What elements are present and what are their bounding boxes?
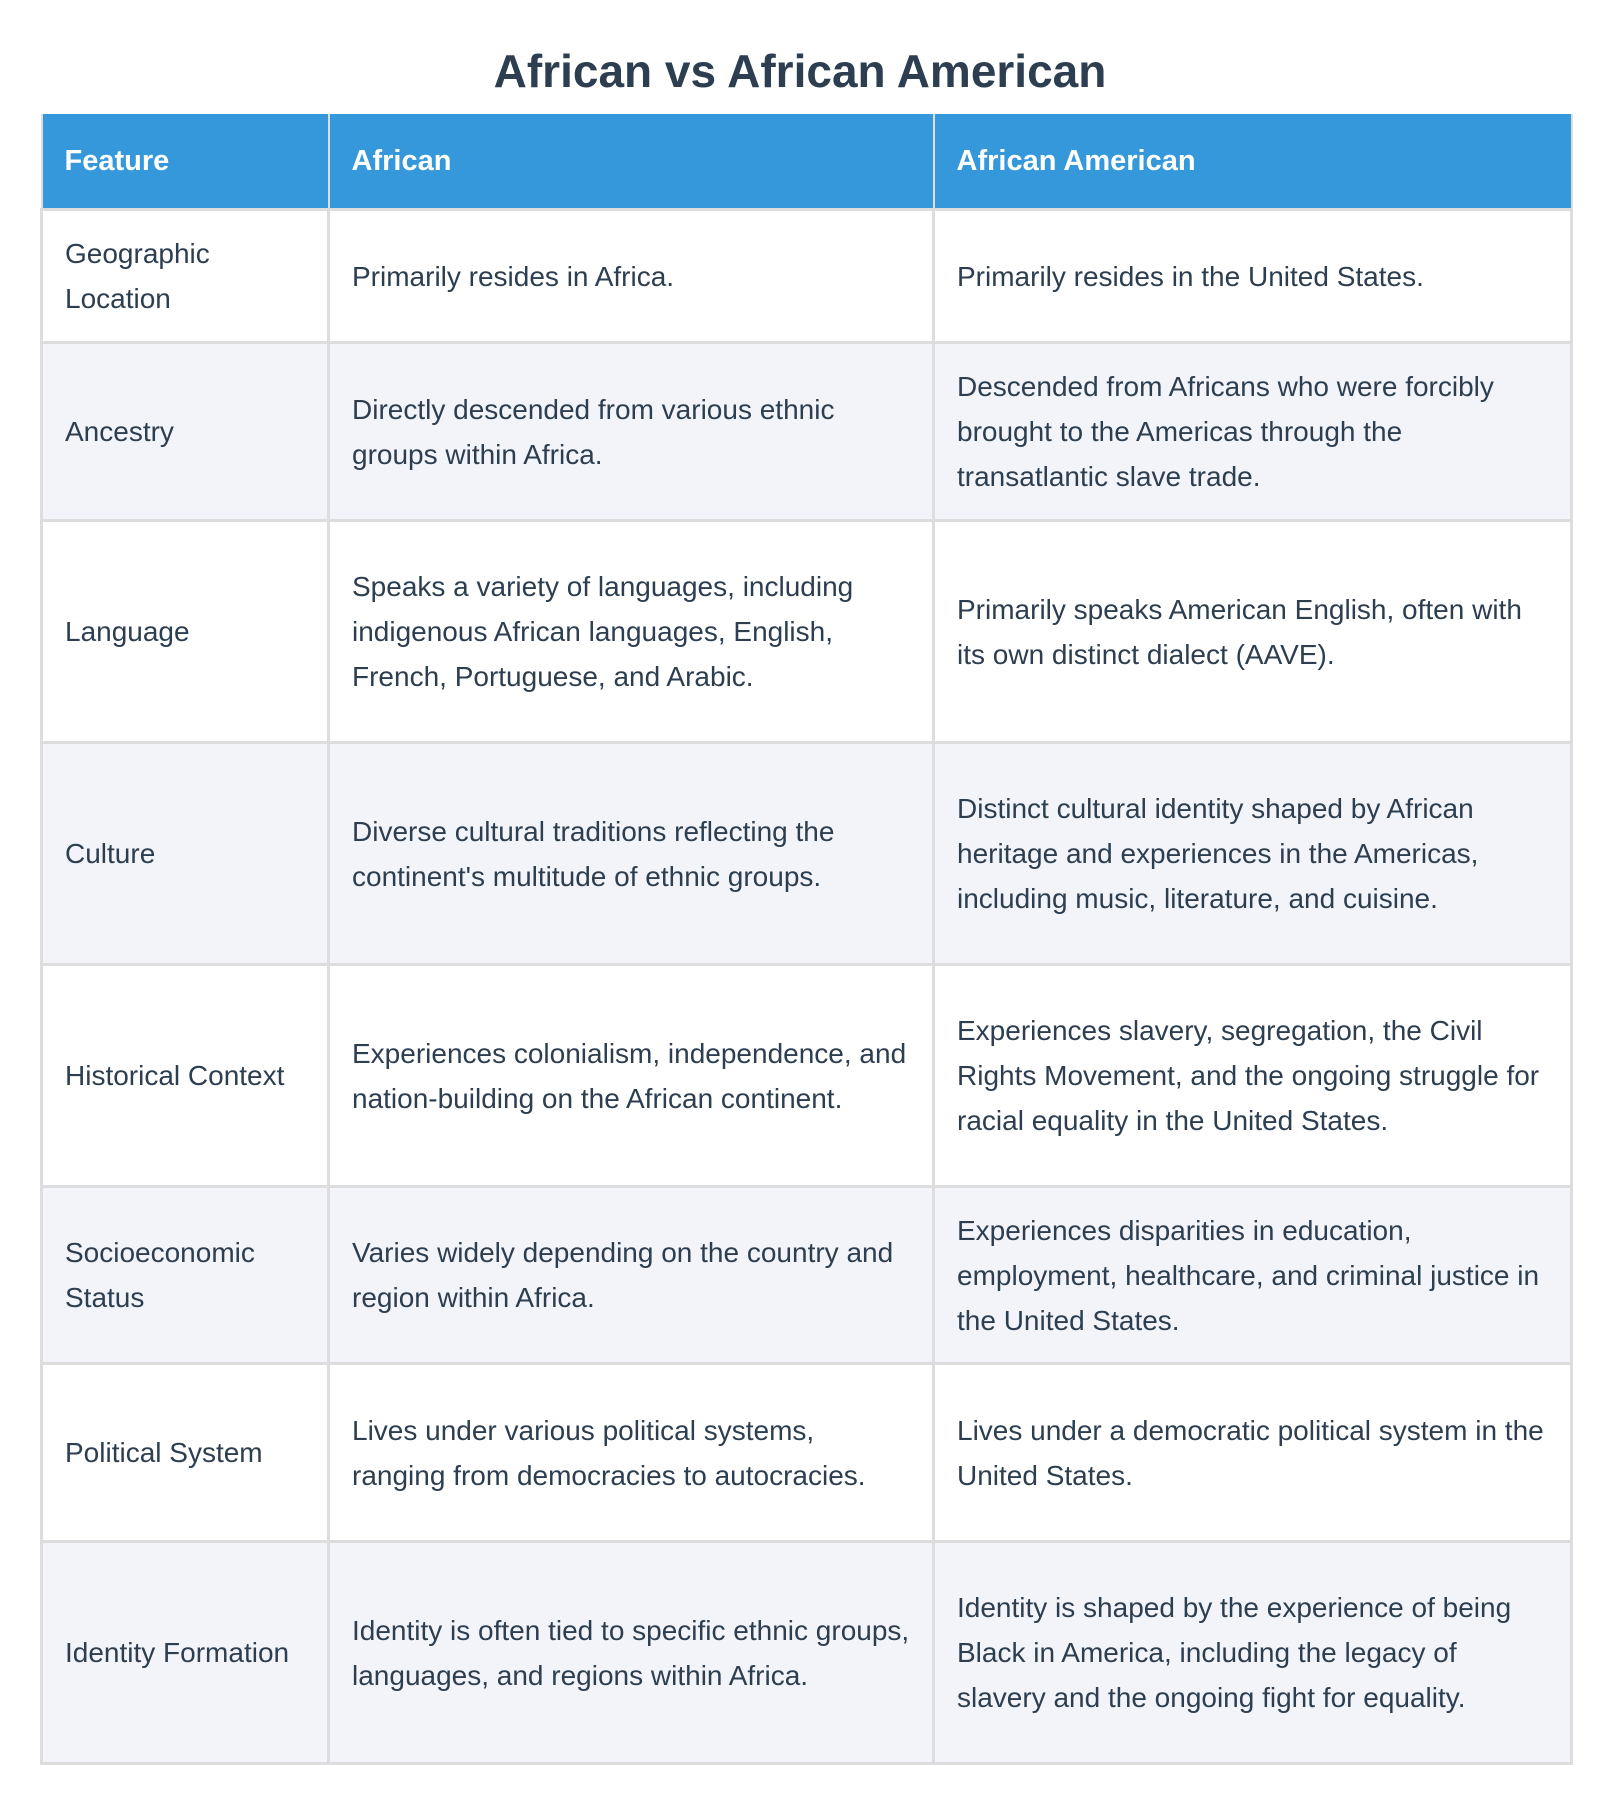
feature-cell: Geographic Location — [42, 210, 329, 343]
feature-cell: Political System — [42, 1364, 329, 1542]
african-cell: Speaks a variety of languages, including indigenous African languages, English, French, Portuguese, and Arabic. — [329, 521, 934, 743]
african-american-cell: Lives under a democratic political system in the United States. — [934, 1364, 1572, 1542]
african-american-cell: Distinct cultural identity shaped by African heritage and experiences in the Americas, including music, literature, and cuisine. — [934, 743, 1572, 965]
african-cell: Directly descended from various ethnic groups within Africa. — [329, 343, 934, 521]
table-row — [42, 1542, 1572, 1764]
african-american-cell: Identity is shaped by the experience of being Black in America, including the legacy of slavery and the ongoing fight for equality. — [934, 1542, 1572, 1764]
african-cell: Experiences colonialism, independence, and nation-building on the African continent. — [329, 965, 934, 1187]
table-row — [42, 521, 1572, 743]
table-row — [42, 343, 1572, 521]
table-header-row — [42, 114, 1572, 210]
comparison-table — [40, 114, 1573, 1765]
page-title: African vs African American — [493, 45, 1107, 97]
header-african: African — [329, 114, 934, 210]
african-cell: Varies widely depending on the country and region within Africa. — [329, 1187, 934, 1364]
african-cell: Primarily resides in Africa. — [329, 210, 934, 343]
feature-cell: Language — [42, 521, 329, 743]
african-cell: Identity is often tied to specific ethnic groups, languages, and regions within Africa. — [329, 1542, 934, 1764]
table-row — [42, 1364, 1572, 1542]
feature-cell: Ancestry — [42, 343, 329, 521]
feature-cell: Socioeconomic Status — [42, 1187, 329, 1364]
african-american-cell: Primarily resides in the United States. — [934, 210, 1572, 343]
african-cell: Lives under various political systems, ranging from democracies to autocracies. — [329, 1364, 934, 1542]
feature-cell: Identity Formation — [42, 1542, 329, 1764]
african-cell: Diverse cultural traditions reflecting the continent's multitude of ethnic groups. — [329, 743, 934, 965]
feature-cell: Culture — [42, 743, 329, 965]
african-american-cell: Experiences slavery, segregation, the Civil Rights Movement, and the ongoing struggle for racial equality in the United States. — [934, 965, 1572, 1187]
header-feature: Feature — [42, 114, 329, 210]
african-american-cell: Descended from Africans who were forcibly brought to the Americas through the transatlantic slave trade. — [934, 343, 1572, 521]
african-american-cell: Primarily speaks American English, often with its own distinct dialect (AAVE). — [934, 521, 1572, 743]
table-row — [42, 1187, 1572, 1364]
table-row — [42, 965, 1572, 1187]
african-american-cell: Experiences disparities in education, employment, healthcare, and criminal justice in the United States. — [934, 1187, 1572, 1364]
table-row — [42, 210, 1572, 343]
header-african-american: African American — [934, 114, 1572, 210]
table-row — [42, 743, 1572, 965]
feature-cell: Historical Context — [42, 965, 329, 1187]
